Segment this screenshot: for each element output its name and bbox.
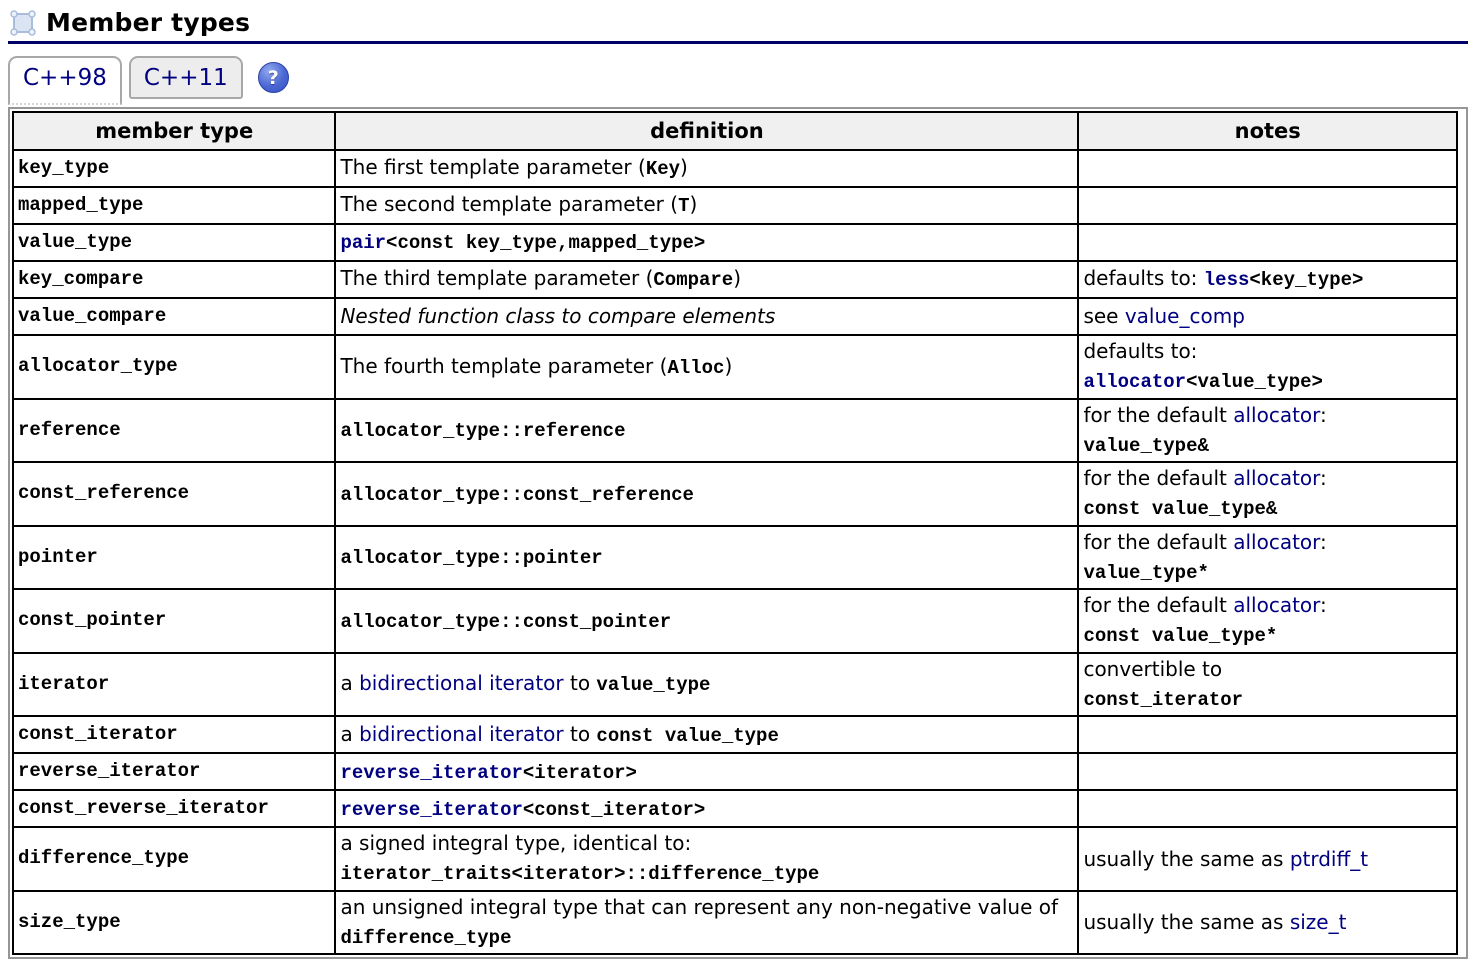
text-segment: an unsigned integral type that can represent any non-negative value of: [340, 894, 1059, 919]
definition-cell: [335, 526, 1078, 590]
link-less[interactable]: less: [1203, 269, 1250, 292]
table-row: [13, 753, 1457, 790]
column-header-member-type: member type: [13, 112, 335, 150]
notes-cell: [1078, 298, 1457, 335]
link-ptrdiff-t[interactable]: ptrdiff_t: [1289, 846, 1369, 871]
table-row: [13, 526, 1457, 590]
code-segment: <const_iterator>: [522, 798, 706, 821]
member-type-cell: const_reverse_iterator: [13, 790, 335, 827]
link-allocator[interactable]: allocator: [1233, 402, 1321, 427]
definition-cell: [335, 261, 1078, 298]
code-segment: const_iterator: [1083, 688, 1244, 711]
text-segment: :: [1320, 529, 1327, 554]
text-segment: The fourth template parameter (: [340, 353, 668, 378]
table-row: [13, 653, 1457, 717]
notes-cell: [1078, 526, 1457, 590]
table-header-row: [13, 112, 1457, 150]
code-segment: difference_type: [340, 926, 512, 949]
table-row: [13, 399, 1457, 463]
definition-cell: [335, 462, 1078, 526]
notes-cell: [1078, 589, 1457, 653]
text-segment: to: [563, 671, 597, 696]
member-type-cell: pointer: [13, 526, 335, 590]
member-type-cell: iterator: [13, 653, 335, 717]
notes-cell: [1078, 150, 1457, 187]
table-row: [13, 298, 1457, 335]
table-row: [13, 716, 1457, 753]
member-type-cell: mapped_type: [13, 187, 335, 224]
link-size-t[interactable]: size_t: [1289, 910, 1347, 935]
member-type-cell: value_type: [13, 224, 335, 261]
code-segment: value_type&: [1083, 434, 1209, 457]
table-row: [13, 335, 1457, 399]
definition-cell: [335, 187, 1078, 224]
code-segment: <const key_type,mapped_type>: [386, 232, 706, 255]
help-icon[interactable]: ?: [258, 62, 289, 93]
link-bidirectional-iterator[interactable]: bidirectional iterator: [359, 721, 564, 746]
member-types-table: [12, 111, 1458, 955]
member-type-cell: key_compare: [13, 261, 335, 298]
notes-cell: [1078, 399, 1457, 463]
text-segment: The third template parameter (: [340, 266, 654, 291]
text-segment: to: [563, 721, 597, 746]
code-segment: value_type: [596, 674, 711, 697]
definition-cell: [335, 827, 1078, 891]
table-row: [13, 891, 1457, 955]
text-segment: a: [340, 721, 360, 746]
code-segment: allocator_type::const_reference: [340, 483, 694, 506]
link-allocator[interactable]: allocator: [1233, 529, 1321, 554]
definition-cell: [335, 653, 1078, 717]
notes-cell: [1078, 891, 1457, 955]
definition-cell: [335, 150, 1078, 187]
member-type-cell: difference_type: [13, 827, 335, 891]
definition-cell: [335, 399, 1078, 463]
link-bidirectional-iterator[interactable]: bidirectional iterator: [359, 671, 564, 696]
tab-cpp11[interactable]: C++11: [129, 56, 243, 99]
text-segment: :: [1320, 402, 1327, 427]
table-row: [13, 790, 1457, 827]
definition-cell: [335, 224, 1078, 261]
notes-cell: [1078, 790, 1457, 827]
frame-icon: [10, 10, 36, 36]
link-pair[interactable]: pair: [340, 232, 387, 255]
member-type-cell: size_type: [13, 891, 335, 955]
notes-cell: [1078, 462, 1457, 526]
column-header-definition: definition: [335, 112, 1078, 150]
notes-cell: [1078, 224, 1457, 261]
member-type-cell: const_reference: [13, 462, 335, 526]
code-segment: Compare: [653, 269, 734, 292]
notes-cell: [1078, 753, 1457, 790]
notes-cell: [1078, 187, 1457, 224]
text-segment: defaults to:: [1083, 266, 1204, 291]
page-title: Member types: [46, 8, 251, 37]
table-body: [13, 150, 1457, 954]
link-allocator[interactable]: allocator: [1233, 593, 1321, 618]
text-segment: for the default: [1083, 529, 1234, 554]
text-segment: usually the same as: [1083, 846, 1290, 871]
code-segment: value_type*: [1083, 561, 1209, 584]
code-segment: Alloc: [667, 356, 725, 379]
definition-cell: [335, 298, 1078, 335]
definition-cell: [335, 891, 1078, 955]
code-segment: const value_type&: [1083, 498, 1278, 521]
definition-cell: [335, 589, 1078, 653]
text-segment: The first template parameter (: [340, 155, 646, 180]
text-segment: see: [1083, 304, 1125, 328]
text-segment: for the default: [1083, 402, 1234, 427]
code-segment: Key: [645, 158, 681, 181]
table-row: [13, 224, 1457, 261]
text-segment: convertible to: [1083, 656, 1223, 681]
text-segment: defaults to:: [1083, 339, 1198, 363]
text-segment: ): [680, 155, 688, 180]
code-segment: iterator_traits<iterator>::difference_type: [340, 863, 820, 886]
code-segment: T: [678, 195, 690, 218]
tab-cpp98[interactable]: C++98: [8, 56, 122, 105]
table-row: [13, 150, 1457, 187]
text-segment: ): [689, 192, 698, 217]
member-type-cell: reverse_iterator: [13, 753, 335, 790]
code-segment: allocator_type::reference: [340, 420, 626, 443]
link-value-comp[interactable]: value_comp: [1124, 304, 1245, 328]
section-header: [8, 6, 1468, 44]
text-segment: ): [724, 353, 733, 378]
definition-cell: [335, 335, 1078, 399]
text-segment: a signed integral type, identical to:: [340, 831, 692, 856]
notes-cell: [1078, 716, 1457, 753]
member-type-cell: const_iterator: [13, 716, 335, 753]
code-segment: <key_type>: [1249, 269, 1364, 292]
member-type-cell: value_compare: [13, 298, 335, 335]
code-segment: allocator_type::pointer: [340, 547, 603, 570]
text-segment: a: [340, 671, 360, 696]
code-segment: <iterator>: [522, 761, 637, 784]
text-segment: :: [1320, 593, 1327, 618]
link-reverse-iterator[interactable]: reverse_iterator: [340, 798, 523, 821]
link-allocator[interactable]: allocator: [1233, 466, 1321, 491]
code-segment: <value_type>: [1186, 371, 1323, 393]
notes-cell: [1078, 827, 1457, 891]
table-row: [13, 187, 1457, 224]
version-tabbar: [8, 56, 1468, 106]
code-segment: const value_type: [596, 724, 779, 747]
member-type-cell: reference: [13, 399, 335, 463]
table-row: [13, 589, 1457, 653]
link-allocator[interactable]: allocator: [1083, 371, 1187, 393]
text-segment: :: [1320, 466, 1327, 491]
table-row: [13, 827, 1457, 891]
notes-cell: [1078, 261, 1457, 298]
member-type-cell: const_pointer: [13, 589, 335, 653]
definition-cell: [335, 753, 1078, 790]
text-segment: for the default: [1083, 593, 1234, 618]
definition-cell: [335, 716, 1078, 753]
text-segment: The second template parameter (: [340, 192, 679, 217]
member-types-table-wrap: [8, 107, 1468, 959]
link-reverse-iterator[interactable]: reverse_iterator: [340, 761, 523, 784]
text-segment: usually the same as: [1083, 910, 1290, 935]
em-segment: Nested function class to compare elements: [340, 304, 776, 328]
member-type-cell: allocator_type: [13, 335, 335, 399]
notes-cell: [1078, 335, 1457, 399]
member-type-cell: key_type: [13, 150, 335, 187]
table-row: [13, 261, 1457, 298]
table-row: [13, 462, 1457, 526]
text-segment: ): [733, 266, 742, 291]
code-segment: allocator_type::const_pointer: [340, 610, 672, 633]
column-header-notes: notes: [1078, 112, 1457, 150]
text-segment: for the default: [1083, 466, 1234, 491]
notes-cell: [1078, 653, 1457, 717]
definition-cell: [335, 790, 1078, 827]
code-segment: const value_type*: [1083, 625, 1278, 648]
